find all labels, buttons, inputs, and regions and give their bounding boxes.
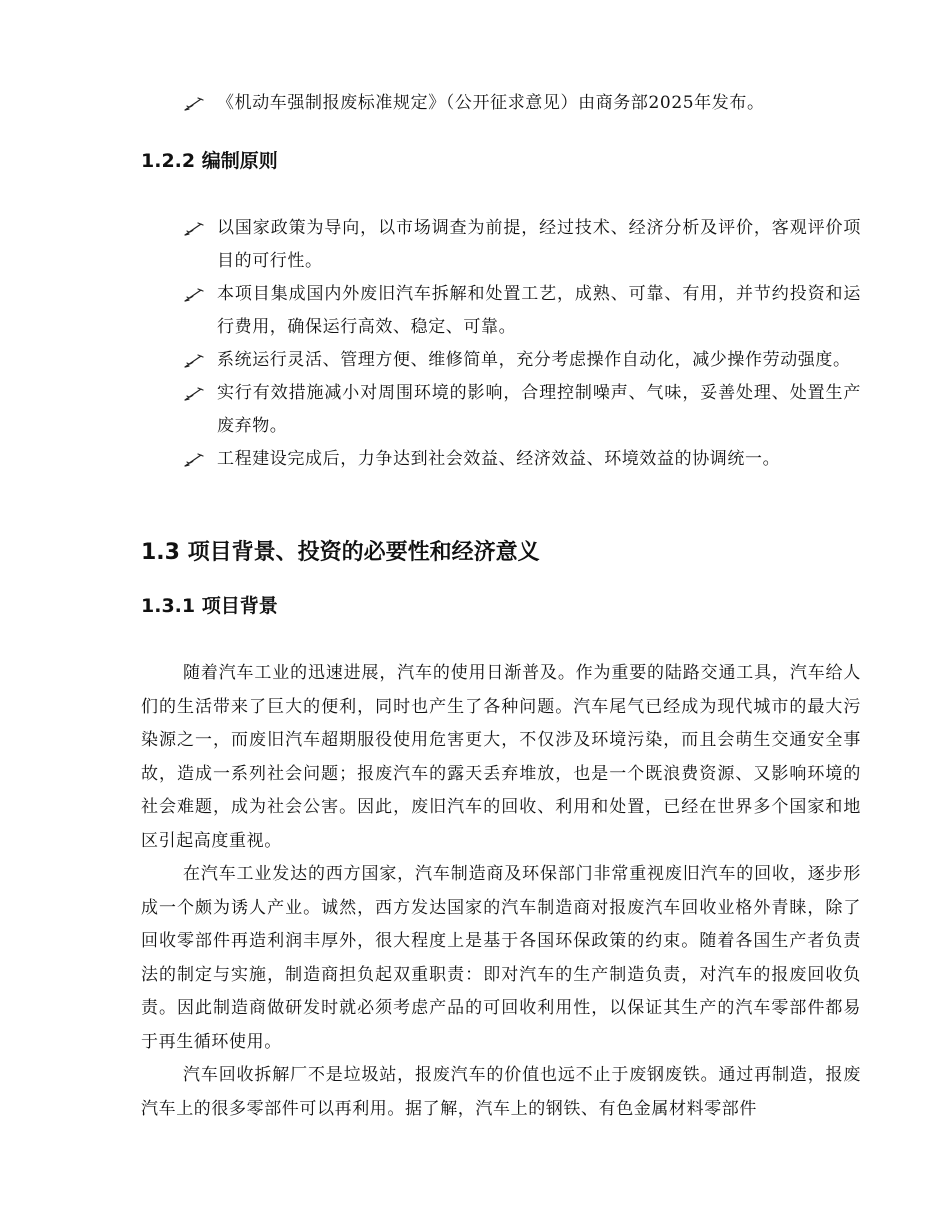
- list-item-text: 本项目集成国内外废旧汽车拆解和处置工艺，成熟、可靠、有用，并节约投资和运行费用，确保运行高效、稳定、可靠。: [217, 284, 861, 337]
- list-item: [141, 278, 861, 344]
- section-heading: 1.2.2 编制原则: [141, 150, 278, 172]
- list-item: [141, 87, 861, 120]
- list-item-text: 《机动车强制报废标准规定》（公开征求意见）由商务部2025年发布。: [217, 93, 765, 113]
- writing-hand-icon: [183, 212, 205, 245]
- subsection-heading: 1.3.1 项目背景: [141, 595, 278, 617]
- writing-hand-icon: [183, 377, 205, 410]
- list-item-text: 实行有效措施减小对周围环境的影响，合理控制噪声、气味，妥善处理、处置生产废弃物。: [217, 383, 861, 436]
- writing-hand-icon: [183, 278, 205, 311]
- writing-hand-icon: [183, 344, 205, 377]
- list-item-text: 系统运行灵活、管理方便、维修简单，充分考虑操作自动化，减少操作劳动强度。: [217, 350, 851, 370]
- list-item: [141, 377, 861, 443]
- writing-hand-icon: [183, 443, 205, 476]
- section-heading: 1.3 项目背景、投资的必要性和经济意义: [141, 540, 540, 565]
- paragraph: 随着汽车工业的迅速进展，汽车的使用日渐普及。作为重要的陆路交通工具，汽车给人们的生活带来了巨大的便利，同时也产生了各种问题。汽车尾气已经成为现代城市的最大污染源之一，而废旧汽车超期服役使用危害更大，不仅涉及环境污染，而且会萌生交通安全事故，造成一系列社会问题；报废汽车的露天丢弃堆放，也是一个既浪费资源、又影响环境的社会难题，成为社会公害。因此，废旧汽车的回收、利用和处置，已经在世界多个国家和地区引起高度重视。: [141, 663, 861, 851]
- paragraph: 在汽车工业发达的西方国家，汽车制造商及环保部门非常重视废旧汽车的回收，逐步形成一个颇为诱人产业。诚然，西方发达国家的汽车制造商对报废汽车回收业格外青睐，除了回收零部件再造利润丰厚外，很大程度上是基于各国环保政策的约束。随着各国生产者负责法的制定与实施，制造商担负起双重职责：即对汽车的生产制造负责，对汽车的报废回收负责。因此制造商做研发时就必须考虑产品的可回收利用性，以保证其生产的汽车零部件都易于再生循环使用。: [141, 864, 861, 1052]
- principles-list: [141, 212, 861, 476]
- writing-hand-icon: [183, 87, 205, 120]
- list-item: [141, 212, 861, 278]
- list-item: [141, 443, 861, 476]
- body-text: [141, 657, 861, 1126]
- paragraph: 汽车回收拆解厂不是垃圾站，报废汽车的价值也远不止于废钢废铁。通过再制造，报废汽车上的很多零部件可以再利用。据了解，汽车上的钢铁、有色金属材料零部件: [141, 1065, 861, 1119]
- list-item-text: 以国家政策为导向，以市场调查为前提，经过技术、经济分析及评价，客观评价项目的可行性。: [217, 218, 861, 271]
- list-item: [141, 344, 861, 377]
- list-item-text: 工程建设完成后，力争达到社会效益、经济效益、环境效益的协调统一。: [217, 449, 781, 469]
